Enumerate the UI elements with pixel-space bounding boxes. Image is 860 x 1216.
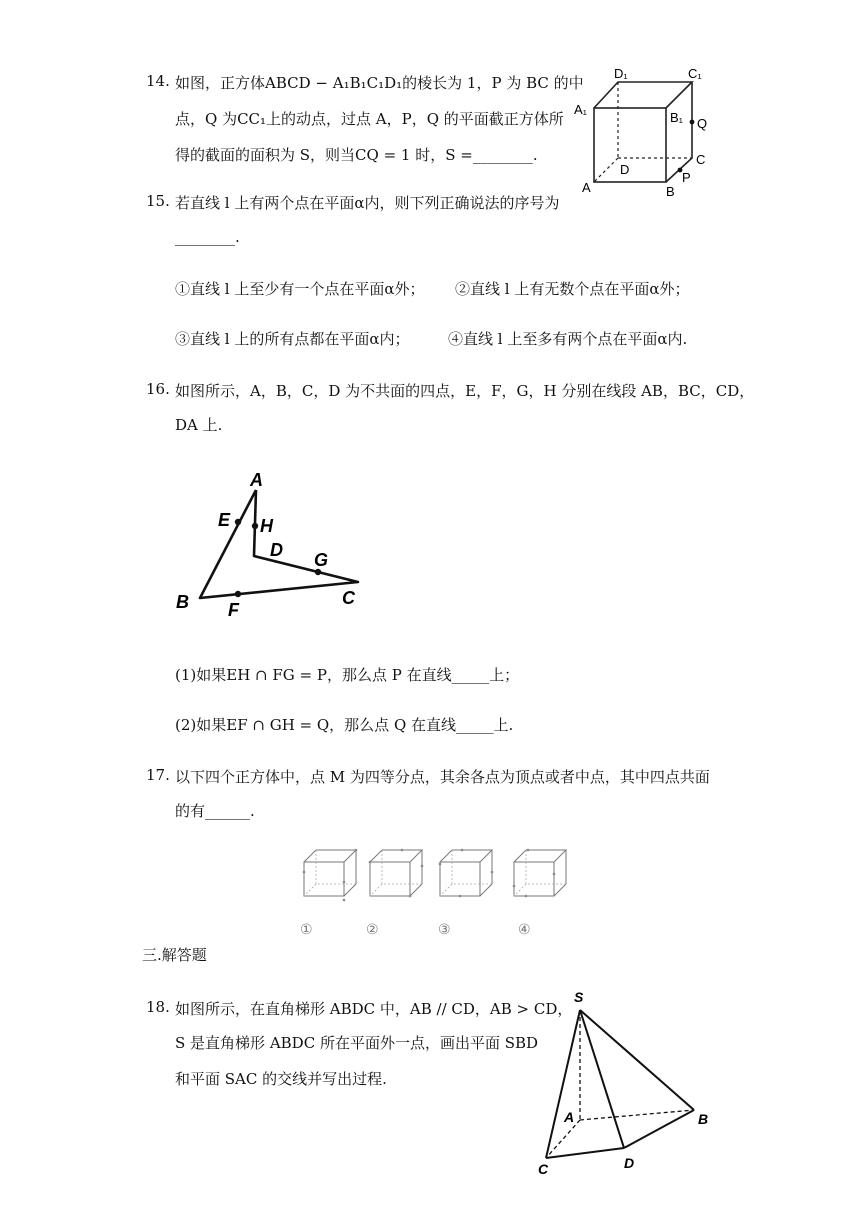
question-number: 18.: [146, 998, 170, 1016]
label-S: S: [574, 989, 584, 1005]
question-text-line: 的有______.: [175, 802, 255, 820]
question-number: 17.: [146, 766, 170, 784]
cube-caption-2: ②: [366, 921, 379, 937]
label-D: D: [270, 540, 283, 560]
question-number: 15.: [146, 192, 170, 210]
option-3: ③直线 l 上的所有点都在平面α内；: [175, 330, 410, 348]
question-number: 14.: [146, 72, 170, 90]
question-text-line: S 是直角梯形 ABDC 所在平面外一点，画出平面 SBD: [175, 1034, 539, 1052]
label-A: A: [582, 180, 591, 195]
sub-question-1: (1)如果EH ∩ FG = P，那么点 P 在直线_____上；: [175, 666, 520, 684]
question-text-line: 若直线 l 上有两个点在平面α内，则下列正确说法的序号为: [175, 194, 560, 212]
label-B: B: [698, 1111, 709, 1127]
question-number: 16.: [146, 380, 170, 398]
question-text-line: 点，Q 为CC₁上的动点，过点 A，P，Q 的平面截正方体所: [175, 110, 564, 128]
option-4: ④直线 l 上至多有两个点在平面α内.: [448, 330, 688, 348]
tetra-figure-q16: [172, 466, 372, 620]
cube-figure-q14: [570, 62, 720, 202]
label-F: F: [228, 600, 239, 620]
label-D: D: [620, 162, 630, 177]
option-1: ①直线 l 上至少有一个点在平面α外；: [175, 280, 425, 298]
label-H: H: [260, 516, 273, 536]
option-2: ②直线 l 上有无数个点在平面α外；: [455, 280, 690, 298]
label-B: B: [666, 184, 675, 199]
label-C1: C₁: [688, 66, 702, 81]
sub-question-2: (2)如果EF ∩ GH = Q，那么点 Q 在直线_____上.: [175, 716, 514, 734]
four-cubes-figure-q17: [296, 842, 576, 938]
label-G: G: [314, 550, 329, 570]
question-text-line: 如图所示，A，B，C，D 为不共面的四点，E，F，G，H 分别在线段 AB，BC，CD，: [175, 382, 755, 400]
label-P: P: [682, 170, 691, 185]
question-text-line: 以下四个正方体中，点 M 为四等分点，其余各点为顶点或者中点，其中四点共面: [175, 768, 710, 786]
question-text-line: 如图，正方体ABCD − A₁B₁C₁D₁的棱长为 1，P 为 BC 的中: [175, 74, 584, 92]
section-title: 三.解答题: [142, 946, 207, 964]
cube-caption-4: ④: [518, 921, 531, 937]
question-text-line: 和平面 SAC 的交线并写出过程.: [175, 1070, 387, 1088]
label-C: C: [538, 1161, 549, 1177]
label-C: C: [696, 152, 706, 167]
label-B1: B₁: [670, 110, 684, 125]
label-Q: Q: [697, 116, 708, 131]
pyramid-figure-q18: [530, 988, 720, 1178]
label-A1: A₁: [574, 102, 588, 117]
label-D1: D₁: [614, 66, 628, 81]
question-text-line: ________.: [175, 228, 240, 246]
cube-caption-3: ③: [438, 921, 451, 937]
question-text-line: 得的截面的面积为 S，则当CQ = 1 时，S =________.: [175, 146, 538, 164]
cube-caption-1: ①: [300, 921, 313, 937]
question-text-line: DA 上.: [175, 416, 223, 434]
label-A: A: [564, 1109, 575, 1125]
label-B: B: [176, 592, 189, 612]
label-C: C: [342, 588, 355, 608]
label-A: A: [250, 470, 263, 490]
question-text-line: 如图所示，在直角梯形 ABDC 中，AB // CD，AB > CD，: [175, 1000, 573, 1018]
label-E: E: [218, 510, 231, 530]
label-D: D: [624, 1155, 635, 1171]
